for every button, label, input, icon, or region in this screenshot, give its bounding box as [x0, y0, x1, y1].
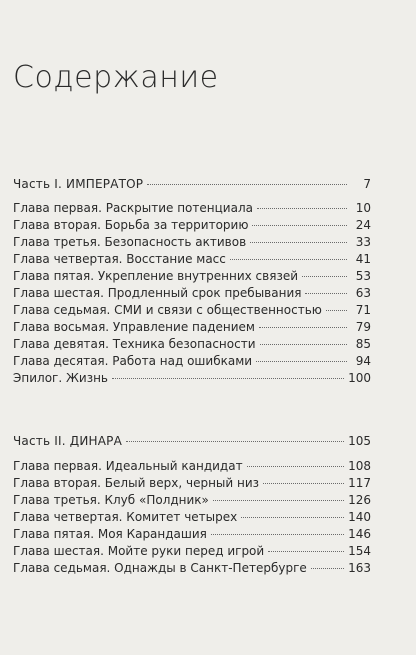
toc-part-heading[interactable]: [13, 177, 371, 192]
toc-entry-label: Эпилог. Жизнь: [13, 371, 108, 385]
dot-leader: [311, 568, 344, 569]
toc-page-number: 100: [348, 371, 371, 385]
dot-leader: [305, 293, 347, 294]
dot-leader: [250, 242, 347, 243]
dot-leader: [326, 310, 347, 311]
toc-page-number: 33: [355, 235, 371, 249]
toc-entry[interactable]: [13, 286, 371, 301]
toc-part-label: Часть I. ИМПЕРАТОР: [13, 177, 144, 191]
dot-leader: [147, 184, 347, 185]
toc-page-number: 53: [355, 269, 371, 283]
toc-entry[interactable]: [13, 476, 371, 491]
toc-entry-label: Глава девятая. Техника безопасности: [13, 337, 256, 351]
dot-leader: [259, 327, 347, 328]
toc-entry[interactable]: [13, 493, 371, 508]
toc-page-number: 126: [348, 493, 371, 507]
toc-page-number: 105: [348, 434, 371, 448]
toc-entry[interactable]: [13, 337, 371, 352]
dot-leader: [257, 208, 347, 209]
dot-leader: [230, 259, 347, 260]
page-title: Содержание: [13, 60, 219, 95]
toc-page-number: 146: [348, 527, 371, 541]
toc-entry[interactable]: [13, 320, 371, 335]
toc-page-number: 79: [355, 320, 371, 334]
toc-entry[interactable]: [13, 371, 371, 386]
toc-page-number: 117: [348, 476, 371, 490]
toc-entry[interactable]: [13, 269, 371, 284]
toc-entry[interactable]: [13, 235, 371, 250]
toc-entry-label: Глава шестая. Продленный срок пребывания: [13, 286, 302, 300]
toc-entry-label: Глава седьмая. СМИ и связи с общественностью: [13, 303, 322, 317]
dot-leader: [302, 276, 347, 277]
dot-leader: [213, 500, 344, 501]
dot-leader: [241, 517, 344, 518]
toc-page-number: 163: [348, 561, 371, 575]
toc-page-number: 154: [348, 544, 371, 558]
dot-leader: [126, 441, 344, 442]
dot-leader: [112, 378, 344, 379]
toc-entry[interactable]: [13, 201, 371, 216]
dot-leader: [247, 466, 345, 467]
toc-entry-label: Глава третья. Безопасность активов: [13, 235, 247, 249]
toc-entry[interactable]: [13, 544, 371, 559]
toc-entry[interactable]: [13, 303, 371, 318]
toc-entry-label: Глава десятая. Работа над ошибками: [13, 354, 253, 368]
toc-entry-label: Глава первая. Идеальный кандидат: [13, 459, 243, 473]
toc-entry[interactable]: [13, 218, 371, 233]
toc-entry[interactable]: [13, 510, 371, 525]
toc-part-heading[interactable]: [13, 434, 371, 449]
toc-entry-label: Глава первая. Раскрытие потенциала: [13, 201, 253, 215]
toc-entry-label: Глава четвертая. Восстание масс: [13, 252, 226, 266]
toc-page-number: 41: [355, 252, 371, 266]
toc-page-number: 24: [355, 218, 371, 232]
toc-part-label: Часть II. ДИНАРА: [13, 434, 122, 448]
toc-entry[interactable]: [13, 561, 371, 576]
toc-page-number: 108: [348, 459, 371, 473]
dot-leader: [268, 551, 344, 552]
toc-entry[interactable]: [13, 252, 371, 267]
toc-page-number: 10: [355, 201, 371, 215]
toc-page-number: 94: [355, 354, 371, 368]
toc-entry-label: Глава шестая. Мойте руки перед игрой: [13, 544, 265, 558]
toc-entry-label: Глава вторая. Белый верх, черный низ: [13, 476, 260, 490]
toc-entry[interactable]: [13, 459, 371, 474]
toc-entry[interactable]: [13, 527, 371, 542]
toc-page-number: 63: [355, 286, 371, 300]
toc-page-number: 85: [355, 337, 371, 351]
dot-leader: [252, 225, 347, 226]
toc-entry-label: Глава восьмая. Управление падением: [13, 320, 255, 334]
toc-entry-label: Глава четвертая. Комитет четырех: [13, 510, 238, 524]
toc-entry-label: Глава седьмая. Однажды в Санкт-Петербурге: [13, 561, 307, 575]
toc-entry-label: Глава пятая. Укрепление внутренних связей: [13, 269, 299, 283]
toc-entry-label: Глава вторая. Борьба за территорию: [13, 218, 249, 232]
toc-entry[interactable]: [13, 354, 371, 369]
dot-leader: [256, 361, 347, 362]
dot-leader: [211, 534, 344, 535]
dot-leader: [260, 344, 348, 345]
toc-page-number: 7: [363, 177, 371, 191]
toc-page-number: 71: [355, 303, 371, 317]
toc-entry-label: Глава пятая. Моя Карандашия: [13, 527, 207, 541]
toc-entry-label: Глава третья. Клуб «Полдник»: [13, 493, 209, 507]
dot-leader: [263, 483, 344, 484]
toc-page-number: 140: [348, 510, 371, 524]
